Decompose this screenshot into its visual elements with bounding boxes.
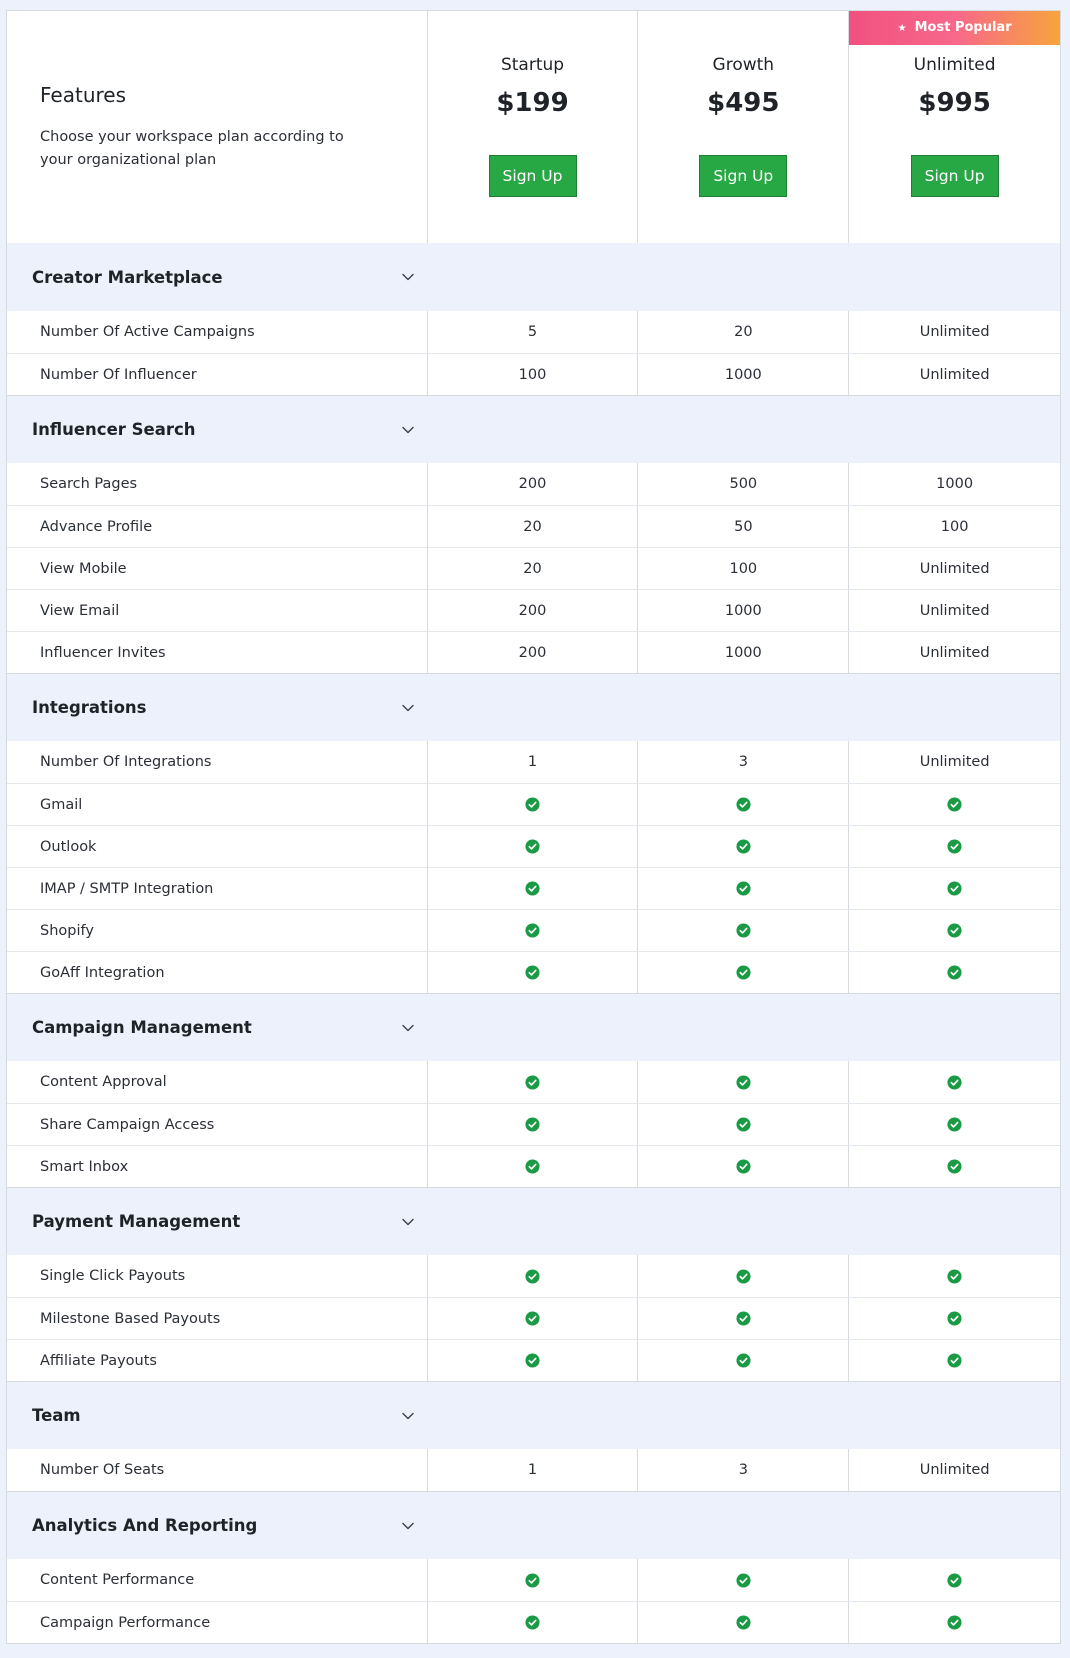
table-row xyxy=(7,825,1060,867)
plan-value: Unlimited xyxy=(919,1462,990,1478)
feature-label: GoAff Integration xyxy=(7,952,428,993)
feature-label: Number Of Seats xyxy=(7,1449,428,1491)
check-circle-icon xyxy=(638,1061,849,1103)
plan-name: Startup xyxy=(500,55,565,75)
plan-value: 1 xyxy=(428,741,639,783)
plan-price: $495 xyxy=(707,88,780,118)
sign-up-button[interactable]: Sign Up xyxy=(911,155,999,197)
check-circle-icon xyxy=(638,952,849,993)
plan-value: 100 xyxy=(940,518,969,535)
table-row xyxy=(7,741,1060,783)
plan-value: 100 xyxy=(428,354,639,395)
plan-value: 50 xyxy=(638,506,849,547)
check-circle-icon xyxy=(428,1104,639,1145)
features-description: Choose your workspace plan according to your organizational plan xyxy=(40,129,344,168)
check-circle-icon xyxy=(638,910,849,951)
plan-value: 200 xyxy=(428,590,639,631)
feature-label: Campaign Performance xyxy=(7,1602,428,1643)
table-row xyxy=(7,1255,1060,1297)
feature-label: Advance Profile xyxy=(7,506,428,547)
check-circle-icon xyxy=(638,1340,849,1381)
feature-label: Milestone Based Payouts xyxy=(7,1298,428,1339)
feature-label: View Email xyxy=(7,590,428,631)
section-header[interactable] xyxy=(7,673,1060,741)
pricing-table xyxy=(6,10,1061,1644)
section-title-wrap xyxy=(7,420,428,439)
plan-value: 1000 xyxy=(638,590,849,631)
plan-value: 500 xyxy=(638,463,849,505)
feature-label: Number Of Integrations xyxy=(7,741,428,783)
section-header[interactable] xyxy=(7,993,1060,1061)
check-circle-icon xyxy=(849,952,1060,993)
check-circle-icon xyxy=(638,1559,849,1601)
plan-value: Unlimited xyxy=(919,324,990,340)
check-circle-icon xyxy=(428,1298,639,1339)
plan-value: 1000 xyxy=(936,476,974,492)
check-circle-icon xyxy=(428,868,639,909)
check-circle-icon xyxy=(638,1104,849,1145)
feature-label: Affiliate Payouts xyxy=(7,1340,428,1381)
check-circle-icon xyxy=(428,1061,639,1103)
feature-label: Number Of Active Campaigns xyxy=(7,311,428,353)
check-circle-icon xyxy=(849,1340,1060,1381)
check-circle-icon xyxy=(849,784,1060,825)
table-row xyxy=(7,311,1060,353)
plan-price: $995 xyxy=(918,88,991,118)
plan-value: 200 xyxy=(428,463,639,505)
table-row xyxy=(7,1103,1060,1145)
check-circle-icon xyxy=(849,1061,1060,1103)
table-row xyxy=(7,463,1060,505)
check-circle-icon xyxy=(849,1298,1060,1339)
plan-value: Unlimited xyxy=(919,754,990,770)
feature-label: IMAP / SMTP Integration xyxy=(7,868,428,909)
feature-label: Smart Inbox xyxy=(7,1146,428,1187)
section-header[interactable] xyxy=(7,1381,1060,1449)
plan-value: 100 xyxy=(638,548,849,589)
section-title: Payment Management xyxy=(32,1212,241,1231)
plan-value: 1 xyxy=(428,1449,639,1491)
section-title: Team xyxy=(32,1406,81,1425)
table-row xyxy=(7,505,1060,547)
plan-value: 200 xyxy=(428,632,639,673)
plan-value: 3 xyxy=(638,1449,849,1491)
table-row xyxy=(7,589,1060,631)
check-circle-icon xyxy=(428,1559,639,1601)
feature-label: Shopify xyxy=(7,910,428,951)
plan-value: 20 xyxy=(428,506,639,547)
table-row xyxy=(7,867,1060,909)
check-circle-icon xyxy=(638,1298,849,1339)
check-circle-icon xyxy=(428,784,639,825)
section-title: Influencer Search xyxy=(32,420,196,439)
table-row xyxy=(7,909,1060,951)
check-circle-icon xyxy=(428,952,639,993)
star-icon: ★ xyxy=(897,23,907,34)
section-title: Campaign Management xyxy=(32,1018,252,1037)
check-circle-icon xyxy=(849,1602,1060,1643)
section-header[interactable] xyxy=(7,395,1060,463)
section-title-wrap xyxy=(7,1516,428,1535)
check-circle-icon xyxy=(849,868,1060,909)
table-row xyxy=(7,1145,1060,1187)
plan-value: Unlimited xyxy=(919,560,990,577)
section-title: Integrations xyxy=(32,698,147,717)
feature-label: Search Pages xyxy=(7,463,428,505)
features-title: Features xyxy=(40,83,126,107)
check-circle-icon xyxy=(428,910,639,951)
plan-card-unlimited xyxy=(849,11,1060,243)
check-circle-icon xyxy=(849,910,1060,951)
table-row xyxy=(7,1601,1060,1643)
sign-up-button[interactable]: Sign Up xyxy=(489,155,577,197)
section-header[interactable] xyxy=(7,1187,1060,1255)
plan-value: Unlimited xyxy=(919,602,990,619)
plan-card-startup xyxy=(428,11,639,243)
feature-label: Share Campaign Access xyxy=(7,1104,428,1145)
table-row xyxy=(7,1339,1060,1381)
check-circle-icon xyxy=(638,826,849,867)
feature-label: Gmail xyxy=(7,784,428,825)
plan-name: Unlimited xyxy=(913,55,996,75)
table-row xyxy=(7,631,1060,673)
plan-value: 20 xyxy=(428,548,639,589)
features-cell xyxy=(7,11,428,243)
plan-price: $199 xyxy=(496,88,569,118)
check-circle-icon xyxy=(638,784,849,825)
feature-label: Content Performance xyxy=(7,1559,428,1601)
check-circle-icon xyxy=(428,826,639,867)
check-circle-icon xyxy=(849,1146,1060,1187)
check-circle-icon xyxy=(849,1559,1060,1601)
check-circle-icon xyxy=(849,1255,1060,1297)
table-row xyxy=(7,353,1060,395)
section-title-wrap xyxy=(7,1406,428,1425)
plan-value: 1000 xyxy=(638,354,849,395)
feature-sections xyxy=(7,243,1060,1643)
check-circle-icon xyxy=(638,1602,849,1643)
table-row xyxy=(7,1061,1060,1103)
plan-value: Unlimited xyxy=(919,366,990,383)
section-title-wrap xyxy=(7,698,428,717)
section-header[interactable] xyxy=(7,1491,1060,1559)
check-circle-icon xyxy=(428,1255,639,1297)
check-circle-icon xyxy=(849,1104,1060,1145)
check-circle-icon xyxy=(428,1340,639,1381)
section-header[interactable] xyxy=(7,243,1060,311)
feature-label: Influencer Invites xyxy=(7,632,428,673)
feature-label: Single Click Payouts xyxy=(7,1255,428,1297)
section-title: Creator Marketplace xyxy=(32,267,223,287)
table-row xyxy=(7,547,1060,589)
table-row xyxy=(7,951,1060,993)
check-circle-icon xyxy=(638,1146,849,1187)
check-circle-icon xyxy=(638,1255,849,1297)
section-title-wrap xyxy=(7,1018,428,1037)
check-circle-icon xyxy=(849,826,1060,867)
pricing-header xyxy=(7,11,1060,243)
plan-card-growth xyxy=(638,11,849,243)
plan-value: Unlimited xyxy=(919,644,990,661)
check-circle-icon xyxy=(428,1602,639,1643)
section-title: Analytics And Reporting xyxy=(32,1516,258,1535)
check-circle-icon xyxy=(428,1146,639,1187)
feature-label: Outlook xyxy=(7,826,428,867)
section-title-wrap xyxy=(7,1212,428,1231)
plan-value: 1000 xyxy=(638,632,849,673)
plan-value: 5 xyxy=(428,311,639,353)
badge-label: Most Popular xyxy=(914,20,1012,35)
feature-label: View Mobile xyxy=(7,548,428,589)
table-row xyxy=(7,1297,1060,1339)
table-row xyxy=(7,783,1060,825)
feature-label: Content Approval xyxy=(7,1061,428,1103)
sign-up-button[interactable]: Sign Up xyxy=(699,155,787,197)
section-title-wrap xyxy=(7,268,428,287)
feature-label: Number Of Influencer xyxy=(7,354,428,395)
plan-value: 3 xyxy=(638,741,849,783)
most-popular-badge xyxy=(849,11,1060,45)
plan-value: 20 xyxy=(638,311,849,353)
table-row xyxy=(7,1449,1060,1491)
plan-name: Growth xyxy=(712,55,775,75)
check-circle-icon xyxy=(638,868,849,909)
table-row xyxy=(7,1559,1060,1601)
